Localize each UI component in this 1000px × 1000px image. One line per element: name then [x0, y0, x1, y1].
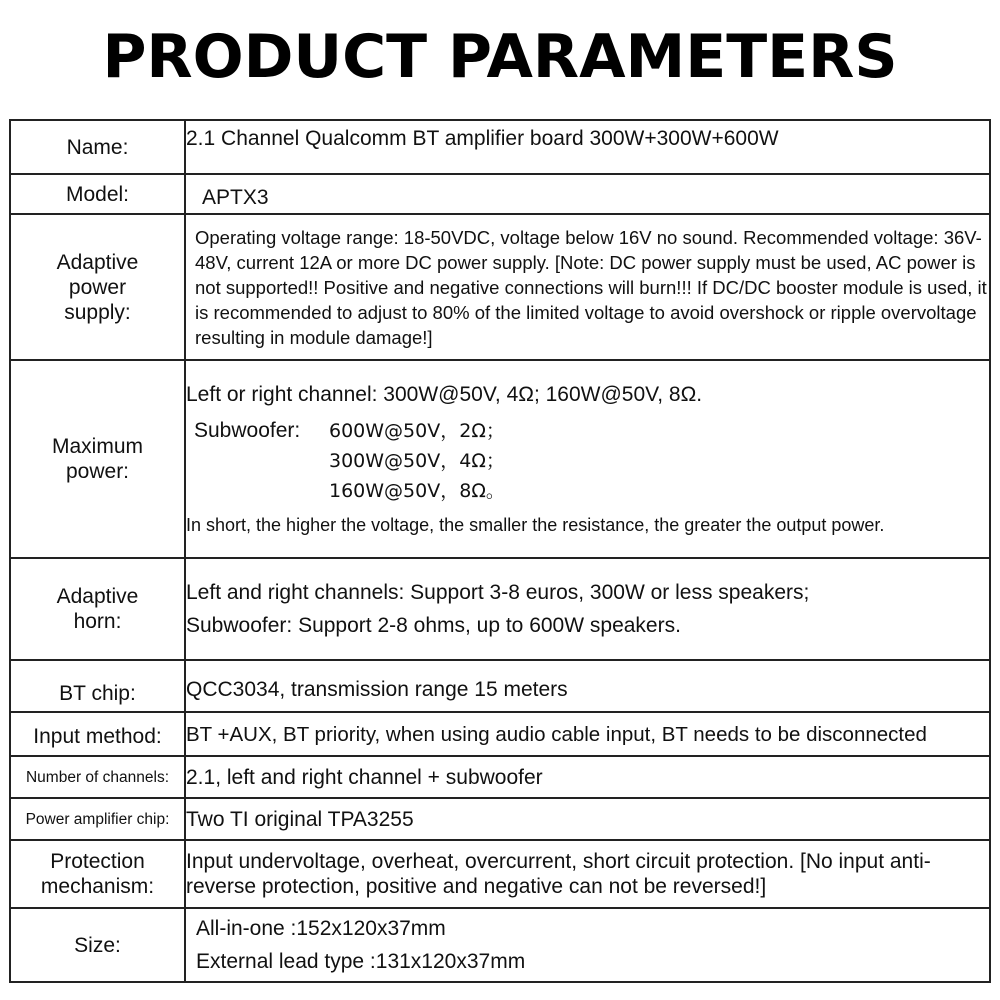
table-row-name	[10, 120, 990, 174]
label-line: supply:	[64, 300, 131, 324]
value-size	[185, 908, 990, 982]
label-line: Maximum	[51, 435, 143, 458]
value-max-power	[185, 360, 990, 558]
value-protection: Input undervoltage, overheat, overcurrent, short circuit protection. [No input anti-reverse protection, positive and negative can not be reversed!]	[185, 840, 990, 908]
horn-line: Left and right channels: Support 3-8 euros, 300W or less speakers;	[186, 581, 810, 604]
label-power-supply	[10, 214, 185, 360]
label-line: Protection	[50, 850, 145, 873]
label-horn	[10, 558, 185, 660]
label-line: power	[68, 275, 127, 299]
label-input: Input method:	[10, 712, 185, 756]
table-row-channels	[10, 756, 990, 798]
table-row-horn	[10, 558, 990, 660]
table-row-size	[10, 908, 990, 982]
table-row-max-power	[10, 360, 990, 558]
label-line: mechanism:	[40, 875, 155, 898]
subwoofer-block	[194, 416, 989, 506]
size-line: External lead type :131x120x37mm	[196, 950, 526, 973]
value-name: 2.1 Channel Qualcomm BT amplifier board 300W+300W+600W	[185, 120, 990, 174]
table-row-amp-chip	[10, 798, 990, 840]
table-row-model	[10, 174, 990, 214]
label-max-power	[10, 360, 185, 558]
value-channels: 2.1, left and right channel + subwoofer	[185, 756, 990, 798]
subwoofer-label: Subwoofer:	[194, 419, 301, 442]
subwoofer-value: 300W@50V，4Ω；	[329, 450, 505, 472]
label-line: Adaptive	[56, 585, 139, 608]
label-model: Model:	[10, 174, 185, 214]
value-horn	[185, 558, 990, 660]
size-line: All-in-one :152x120x37mm	[196, 917, 446, 940]
table-row-protection	[10, 840, 990, 908]
label-channels: Number of channels:	[10, 756, 185, 798]
label-line: horn:	[73, 610, 122, 633]
label-protection	[10, 840, 185, 908]
table-row-bt-chip	[10, 660, 990, 712]
label-amp-chip: Power amplifier chip:	[10, 798, 185, 840]
horn-line: Subwoofer: Support 2-8 ohms, up to 600W speakers.	[186, 614, 681, 637]
table-row-input	[10, 712, 990, 756]
label-name	[10, 120, 185, 174]
value-amp-chip: Two TI original TPA3255	[185, 798, 990, 840]
subwoofer-value: 600W@50V，2Ω；	[329, 420, 505, 442]
parameters-table	[9, 119, 991, 983]
max-power-note: In short, the higher the voltage, the smaller the resistance, the greater the output power.	[186, 515, 885, 535]
value-power-supply: Operating voltage range: 18-50VDC, voltage below 16V no sound. Recommended voltage: 36V-48V, current 12A or more DC power supply. [Note: DC power supply must be used, AC power is not supported!! Positive and negative connections will burn!!! If DC/DC booster module is used, it is recommended to adjust to 80% of the limited voltage to avoid overshock or ripple overvoltage resulting in module damage!]	[185, 214, 990, 360]
table-row-power-supply	[10, 214, 990, 360]
label-line: Adaptive	[56, 250, 139, 274]
subwoofer-value: 160W@50V，8Ω。	[329, 480, 505, 502]
page-title: PRODUCT PARAMETERS	[102, 22, 898, 92]
max-power-channel-line: Left or right channel: 300W@50V, 4Ω; 160W@50V, 8Ω.	[186, 383, 703, 406]
value-input: BT +AUX, BT priority, when using audio cable input, BT needs to be disconnected	[185, 712, 990, 756]
label-size: Size:	[10, 908, 185, 982]
value-bt-chip: QCC3034, transmission range 15 meters	[185, 660, 990, 712]
label-bt-chip: BT chip:	[10, 660, 185, 712]
label-name-text: Name:	[66, 135, 129, 159]
value-model: APTX3	[185, 174, 990, 214]
label-line: power:	[65, 460, 130, 483]
